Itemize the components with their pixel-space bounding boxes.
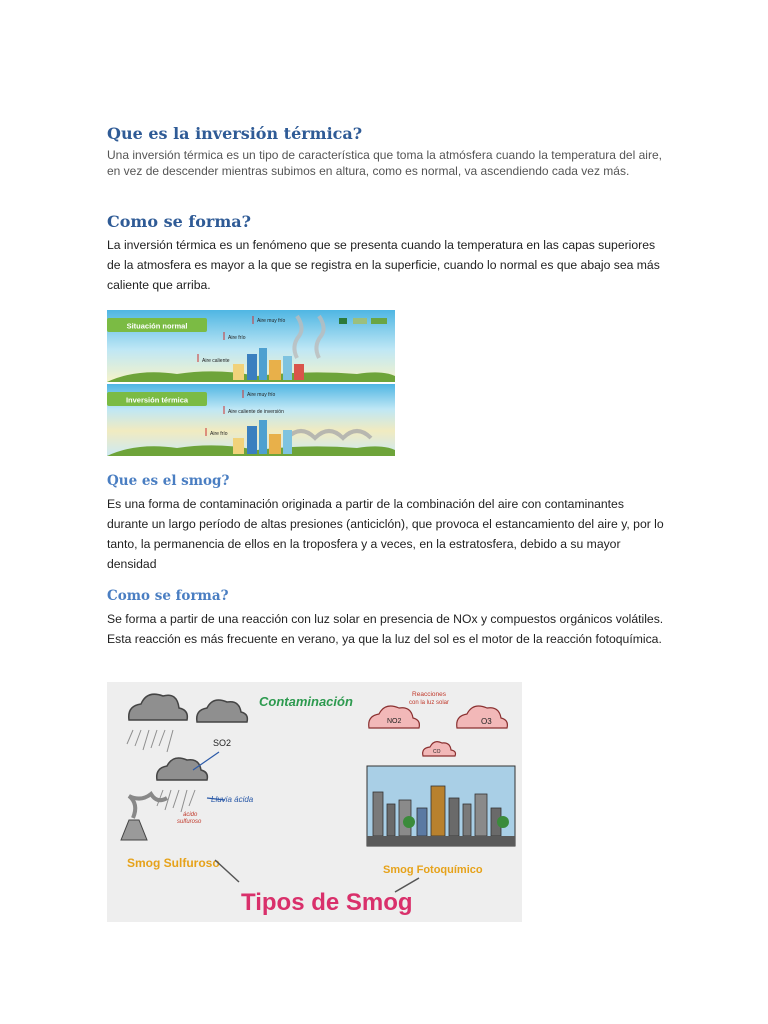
heading-que-es-el-smog: Que es el smog?: [107, 473, 230, 489]
panel-top-l1: Aire muy frío: [257, 318, 286, 324]
label-contaminacion: Contaminación: [259, 694, 353, 709]
label-no2: NO2: [387, 718, 402, 725]
heading-como-se-forma-2: Como se forma?: [107, 588, 229, 604]
label-o3: O3: [481, 717, 492, 726]
label-tipos-de-smog: Tipos de Smog: [241, 889, 413, 916]
label-luz-solar: con la luz solar: [408, 700, 450, 706]
paragraph-como-se-forma-2: Se forma a partir de una reacción con luz solar en presencia de NOx y compuestos orgánicos volátiles. Esta reacción es más frecuente en verano, ya que la luz del sol es el motor de la reacción fotoquímica.: [107, 612, 664, 646]
thermal-inversion-illustration: [107, 310, 395, 456]
smog-types-illustration: [107, 682, 522, 922]
label-co: CO: [433, 749, 441, 755]
paragraph-que-es-el-smog: Es una forma de contaminación originada a partir de la combinación del aire con contaminantes durante un largo período de altas presiones (anticiclón), que provoca el estancamiento del aire y, por lo tanto, la permanencia de ellos en la troposfera y a veces, en la estratosfera, debido a su mayor densidad: [107, 497, 664, 571]
label-sulfuroso: sulfuroso: [177, 819, 202, 825]
panel-top-l3: Aire caliente: [202, 358, 230, 364]
heading-inversion-termica: Que es la inversión térmica?: [107, 124, 363, 143]
label-smog-fotoquimico: Smog Fotoquímico: [383, 864, 483, 876]
panel-bottom-l3: Aire frío: [210, 431, 228, 437]
paragraph-inversion-termica: Una inversión térmica es un tipo de característica que toma la atmósfera cuando la temperatura del aire, en vez de descender mientras subimos en altura, como es normal, va ascendiendo cada vez más.: [107, 148, 662, 178]
heading-como-se-forma-1: Como se forma?: [107, 212, 251, 231]
label-smog-sulfuroso: Smog Sulfuroso: [127, 856, 220, 870]
panel-top-label: Situación normal: [126, 321, 188, 331]
panel-top-l2: Aire frío: [228, 335, 246, 341]
label-lluvia-acida: Lluvia ácida: [211, 795, 254, 804]
panel-bottom-l2: Aire caliente de inversión: [228, 409, 284, 415]
label-acido: ácido: [183, 812, 198, 818]
label-so2: SO2: [213, 738, 232, 748]
label-reacciones: Reacciones: [412, 691, 446, 698]
panel-bottom-label: Inversión térmica: [125, 395, 189, 405]
panel-bottom-l1: Aire muy frío: [247, 392, 276, 398]
paragraph-como-se-forma-1: La inversión térmica es un fenómeno que se presenta cuando la temperatura en las capas superiores de la atmosfera es mayor a la que se registra en la superficie, cuando lo normal es que abajo sea más caliente que arriba.: [107, 238, 660, 292]
